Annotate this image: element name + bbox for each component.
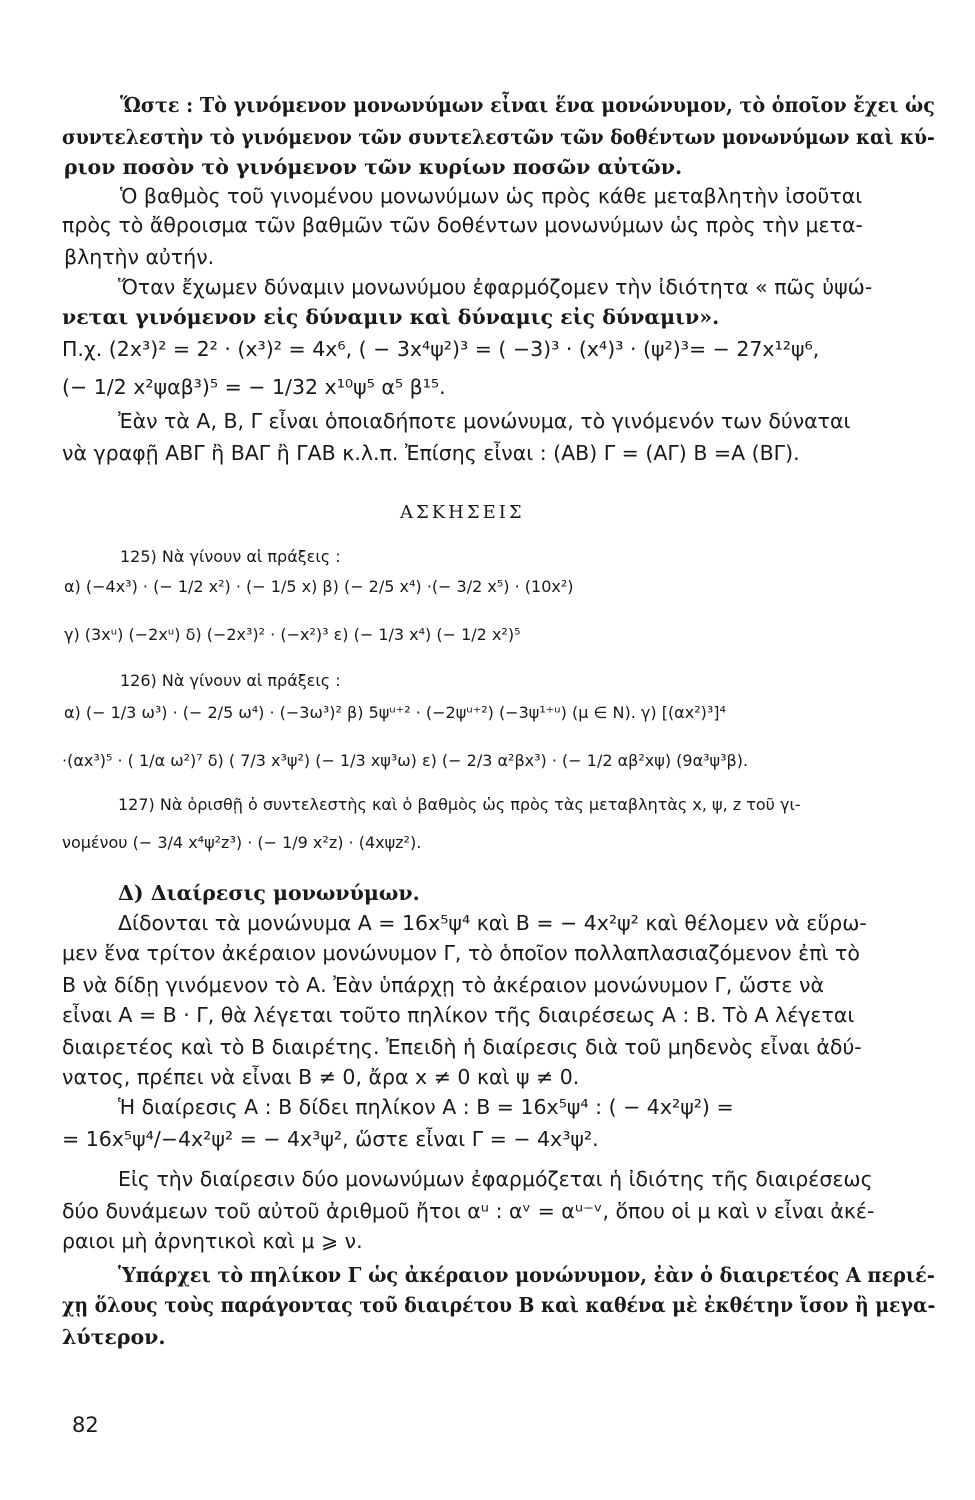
text-line: μεν ἕνα τρίτον ἀκέραιον μονώνυμον Γ, τὸ ὁποῖον πολλαπλασιαζόμενον ἐπὶ τὸ [62,941,860,965]
exercise-header: 125) Νὰ γίνουν αἱ πράξεις : [120,547,341,566]
text-line: νατος, πρέπει νὰ εἶναι Β ≠ 0, ἄρα x ≠ 0 καὶ ψ ≠ 0. [62,1065,580,1089]
exercise-line: α) (−4x³) · (− 1/2 x²) · (− 1/5 x) β) (− 2/5 x⁴) ·(− 3/2 x⁵) · (10x²) [64,577,574,596]
section-title: Δ) Διαίρεσις μονωνύμων. [118,881,420,905]
text-line: πρὸς τὸ ἄθροισμα τῶν βαθμῶν τῶν δοθέντων μονωνύμων ὡς πρὸς τὴν μετα- [62,213,863,237]
text-line: Ἐὰν τὰ Α, Β, Γ εἶναι ὁποιαδήποτε μονώνυμα, τὸ γινόμενόν των δύναται [118,409,851,433]
text-line: χῃ ὅλους τοὺς παράγοντας τοῦ διαιρέτου Β καὶ καθένα μὲ ἐκθέτην ἴσον ἢ μεγα- [62,1293,936,1317]
text-line: λύτερον. [62,1325,166,1349]
text-line: Β νὰ δίδῃ γινόμενον τὸ Α. Ἐὰν ὑπάρχῃ τὸ ἀκέραιον μονώνυμον Γ, ὥστε νὰ [62,973,824,997]
text-line: διαιρετέος καὶ τὸ Β διαιρέτης. Ἐπειδὴ ἡ διαίρεσις διὰ τοῦ μηδενὸς εἶναι ἀδύ- [62,1035,862,1059]
text-line: εἶναι Α = Β · Γ, θὰ λέγεται τοῦτο πηλίκον τῆς διαιρέσεως Α : Β. Τὸ Α λέγεται [62,1003,855,1027]
text-line: ραιοι μὴ ἀρνητικοὶ καὶ μ ⩾ ν. [62,1229,363,1253]
exercise-header: 126) Νὰ γίνουν αἱ πράξεις : [120,671,341,690]
text-line: δύο δυνάμεων τοῦ αὐτοῦ ἀριθμοῦ ἤτοι αᵘ : αᵛ = αᵘ⁻ᵛ, ὅπου οἱ μ καὶ ν εἶναι ἀκέ- [62,1199,875,1223]
section-heading: ΑΣΚΗΣΕΙΣ [400,502,525,523]
exercise-line: α) (− 1/3 ω³) · (− 2/5 ω⁴) · (−3ω³)² β) 5ψᵘ⁺² · (−2ψᵘ⁺²) (−3ψ¹⁺ᵘ) (μ ∈ N). γ) [(αx²)³]⁴ [64,703,726,722]
formula-line: Ἡ διαίρεσις Α : Β δίδει πηλίκον Α : Β = 16x⁵ψ⁴ : ( − 4x²ψ²) = [118,1095,734,1119]
text-line: νὰ γραφῇ ΑΒΓ ἢ ΒΑΓ ἢ ΓΑΒ κ.λ.π. Ἐπίσης εἶναι : (ΑΒ) Γ = (ΑΓ) Β =Α (ΒΓ). [62,441,800,465]
text-line: Εἰς τὴν διαίρεσιν δύο μονωνύμων ἐφαρμόζεται ἡ ἰδιότης τῆς διαιρέσεως [118,1167,873,1191]
text-line: Ὁ βαθμὸς τοῦ γινομένου μονωνύμων ὡς πρὸς κάθε μεταβλητὴν ἰσοῦται [120,184,863,208]
exercise-header: 127) Νὰ ὁρισθῇ ὁ συντελεστὴς καὶ ὁ βαθμὸς ὡς πρὸς τὰς μεταβλητὰς x, ψ, z τοῦ γι- [118,795,801,814]
text-line: συντελεστὴν τὸ γινόμενον τῶν συντελεστῶν τῶν δοθέντων μονωνύμων καὶ κύ- [62,125,935,149]
formula-line: Π.χ. (2x³)² = 2² · (x³)² = 4x⁶, ( − 3x⁴ψ²)³ = ( −3)³ · (x⁴)³ · (ψ²)³= − 27x¹²ψ⁶, [62,337,820,361]
text-line: βλητὴν αὐτήν. [64,245,215,269]
exercise-line: νομένου (− 3/4 x⁴ψ²z³) · (− 1/9 x²z) · (4xψz²). [62,833,422,852]
text-line: Ὅταν ἔχωμεν δύναμιν μονωνύμου ἐφαρμόζομεν τὴν ἰδιότητα « πῶς ὑψώ- [118,275,873,299]
text-line: νεται γινόμενον εἰς δύναμιν καὶ δύναμις εἰς δύναμιν». [62,305,720,329]
exercise-line: ·(αx³)⁵ · ( 1/α ω²)⁷ δ) ( 7/3 x³ψ²) (− 1/3 xψ³ω) ε) (− 2/3 α²βx³) · (− 1/2 αβ²xψ) (9α³ψ³β). [62,751,749,770]
text-line: Ὑπάρχει τὸ πηλίκον Γ ὡς ἀκέραιον μονώνυμον, ἐὰν ὁ διαιρετέος Α περιέ- [118,1263,935,1287]
page-number: 82 [72,1413,99,1437]
formula-line: = 16x⁵ψ⁴/−4x²ψ² = − 4x³ψ², ὥστε εἶναι Γ = − 4x³ψ². [62,1127,599,1151]
text-line: Δίδονται τὰ μονώνυμα Α = 16x⁵ψ⁴ καὶ Β = − 4x²ψ² καὶ θέλομεν νὰ εὕρω- [118,911,867,935]
formula-line: (− 1/2 x²ψαβ³)⁵ = − 1/32 x¹⁰ψ⁵ α⁵ β¹⁵. [62,375,446,399]
text-line: Ὥστε : Τὸ γινόμενον μονωνύμων εἶναι ἕνα μονώνυμον, τὸ ὁποῖον ἔχει ὡς [120,93,935,117]
text-line: ριον ποσὸν τὸ γινόμενον τῶν κυρίων ποσῶν αὐτῶν. [64,155,683,179]
exercise-line: γ) (3xᵘ) (−2xᵘ) δ) (−2x³)² · (−x²)³ ε) (− 1/3 x⁴) (− 1/2 x²)⁵ [64,625,521,644]
